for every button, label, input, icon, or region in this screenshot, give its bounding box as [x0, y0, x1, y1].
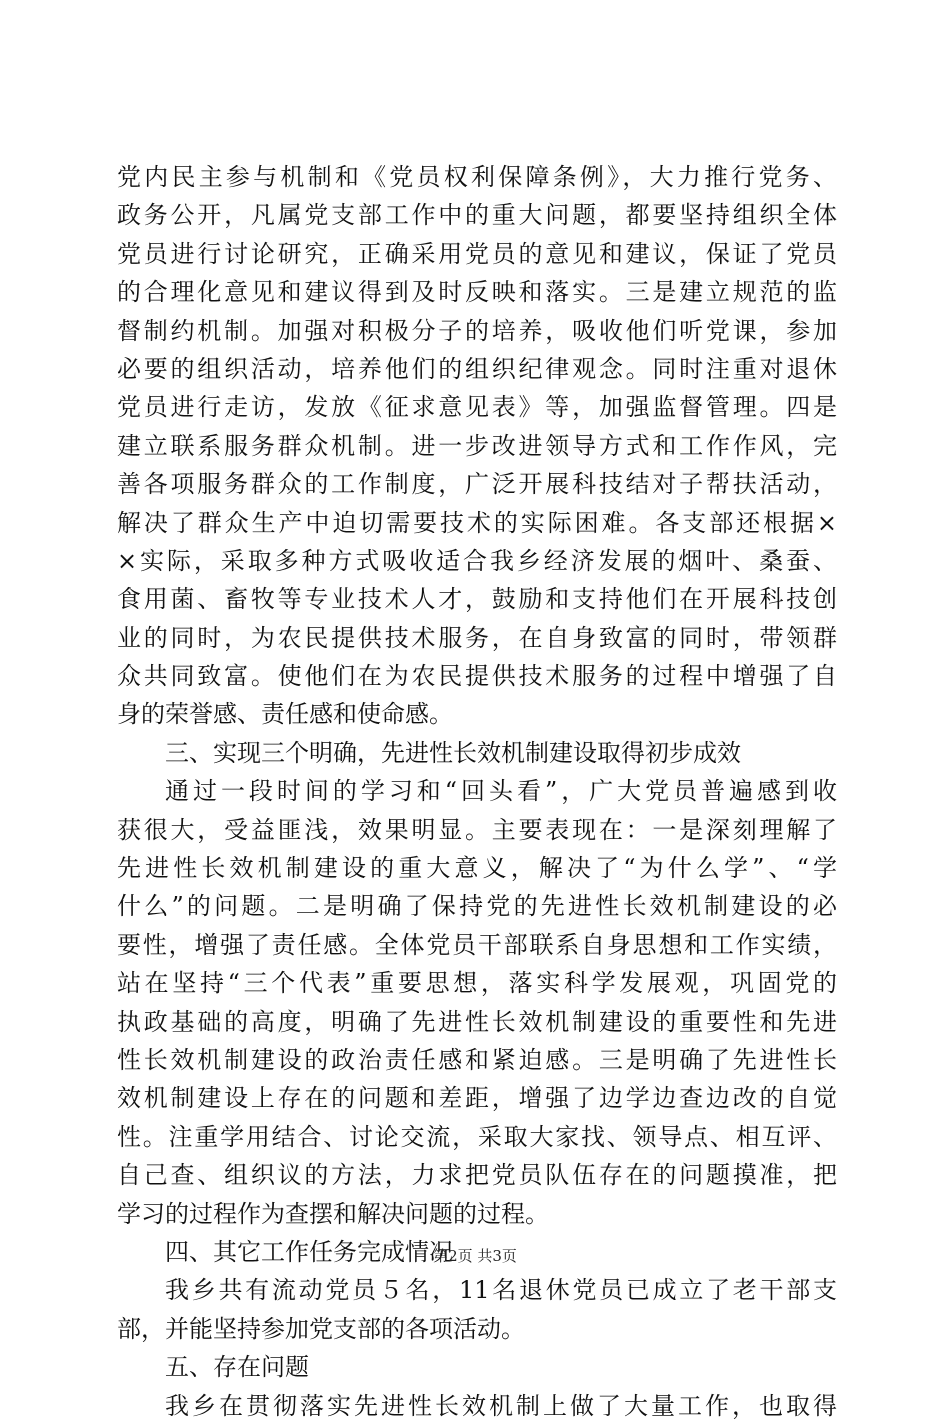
text-line: 的合理化意见和建议得到及时反映和落实。三是建立规范的监 [117, 278, 837, 307]
text-line: 效机制建设上存在的问题和差距，增强了边学边查边改的自觉 [117, 1084, 837, 1113]
text-line: 督制约机制。加强对积极分子的培养，吸收他们听党课，参加 [117, 316, 837, 345]
text-line: 必要的组织活动，培养他们的组织纪律观念。同时注重对退休 [117, 354, 837, 383]
text-line: 部，并能坚持参加党支部的各项活动。 [117, 1314, 525, 1343]
text-line: 执政基础的高度，明确了先进性长效机制建设的重要性和先进 [117, 1007, 837, 1036]
page-footer [0, 1245, 950, 1266]
text-line: 党内民主参与机制和《党员权利保障条例》，大力推行党务、 [117, 163, 837, 191]
text-line: 获很大，受益匪浅，效果明显。主要表现在：一是深刻理解了 [117, 815, 837, 844]
text-line: 党员进行讨论研究，正确采用党员的意见和建议，保证了党员 [117, 239, 837, 268]
text-line: 解决了群众生产中迫切需要技术的实际困难。各支部还根据× [117, 508, 837, 537]
text-line: 建立联系服务群众机制。进一步改进领导方式和工作作风，完 [117, 431, 837, 460]
page-number-label: 第2页 共3页 [433, 1247, 517, 1265]
section-heading: 四、其它工作任务完成情况 [165, 1237, 453, 1266]
text-line: 通过一段时间的学习和“回头看”，广大党员普遍感到收 [165, 777, 837, 806]
section-heading: 五、存在问题 [165, 1353, 309, 1382]
text-line: 政务公开，凡属党支部工作中的重大问题，都要坚持组织全体 [117, 201, 837, 230]
text-line: ×实际，采取多种方式吸收适合我乡经济发展的烟叶、桑蚕、 [117, 546, 837, 575]
text-line: 什么”的问题。二是明确了保持党的先进性长效机制建设的必 [117, 892, 837, 921]
text-line: 业的同时，为农民提供技术服务，在自身致富的同时，带领群 [117, 623, 837, 652]
document-body [117, 158, 837, 1425]
text-line: 性长效机制建设的政治责任感和紧迫感。三是明确了先进性长 [117, 1045, 837, 1074]
text-line: 党员进行走访，发放《征求意见表》等，加强监督管理。四是 [117, 393, 837, 422]
text-line: 站在坚持“三个代表”重要思想，落实科学发展观，巩固党的 [117, 969, 837, 998]
text-line: 我乡在贯彻落实先进性长效机制上做了大量工作，也取得 [165, 1391, 837, 1420]
text-line: 学习的过程作为查摆和解决问题的过程。 [117, 1199, 549, 1228]
text-line: 自己查、组织议的方法，力求把党员队伍存在的问题摸准，把 [117, 1161, 837, 1190]
text-line: 性。注重学用结合、讨论交流，采取大家找、领导点、相互评、 [117, 1122, 837, 1151]
text-line: 我乡共有流动党员５名，11名退休党员已成立了老干部支 [165, 1276, 837, 1305]
text-line: 先进性长效机制建设的重大意义，解决了“为什么学”、“学 [117, 854, 837, 883]
text-line: 身的荣誉感、责任感和使命感。 [117, 700, 453, 729]
text-line: 善各项服务群众的工作制度，广泛开展科技结对子帮扶活动， [117, 470, 837, 499]
text-line: 要性，增强了责任感。全体党员干部联系自身思想和工作实绩， [117, 930, 837, 959]
text-line: 众共同致富。使他们在为农民提供技术服务的过程中增强了自 [117, 662, 837, 691]
text-line: 食用菌、畜牧等专业技术人才，鼓励和支持他们在开展科技创 [117, 585, 837, 614]
section-heading: 三、实现三个明确，先进性长效机制建设取得初步成效 [165, 738, 741, 767]
